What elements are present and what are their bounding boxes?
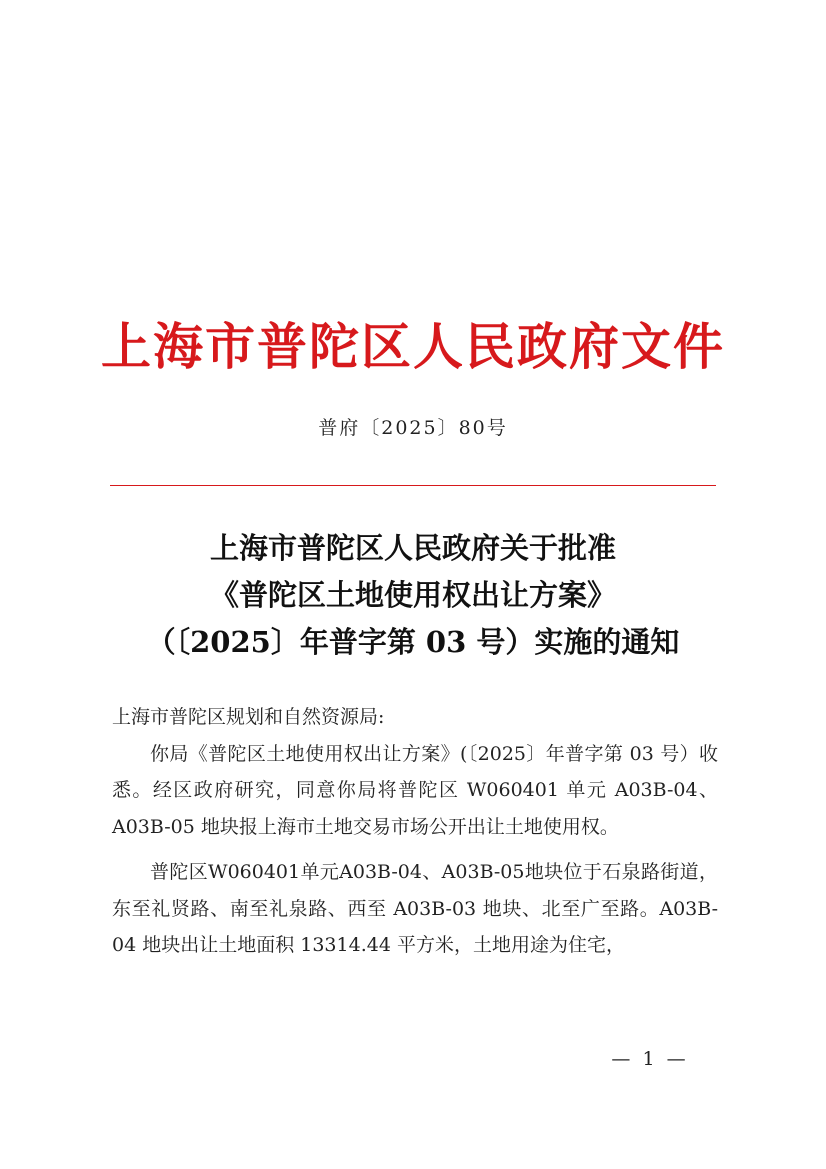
title-line-3: （〔2025〕年普字第 03 号）实施的通知 bbox=[146, 625, 680, 659]
document-title bbox=[0, 525, 826, 666]
title-line-1: 上海市普陀区人民政府关于批准 bbox=[209, 531, 616, 565]
addressee: 上海市普陀区规划和自然资源局: bbox=[112, 706, 385, 728]
masthead-title: 上海市普陀区人民政府文件 bbox=[101, 317, 725, 376]
document-body bbox=[112, 699, 718, 964]
document-number: 普府〔2025〕80号 bbox=[318, 417, 508, 439]
paragraph-2: 普陀区W060401单元A03B-04、A03B-05地块位于石泉路街道，东至礼贤路、南至礼泉路、西至 A03B-03 地块、北至广至路。A03B-04 地块出让土地面积 13314.44 平方米，土地用途为住宅， bbox=[112, 861, 718, 956]
title-line-2: 《普陀区土地使用权出让方案》 bbox=[209, 578, 616, 612]
red-separator-line bbox=[110, 485, 716, 486]
page-number: — 1 — bbox=[611, 1048, 689, 1070]
paragraph-1: 你局《普陀区土地使用权出让方案》(〔2025〕年普字第 03 号）收悉。经区政府研究，同意你局将普陀区 W060401 单元 A03B-04、A03B-05 地块报上海市土地交易市场公开出让土地使用权。 bbox=[112, 742, 718, 838]
